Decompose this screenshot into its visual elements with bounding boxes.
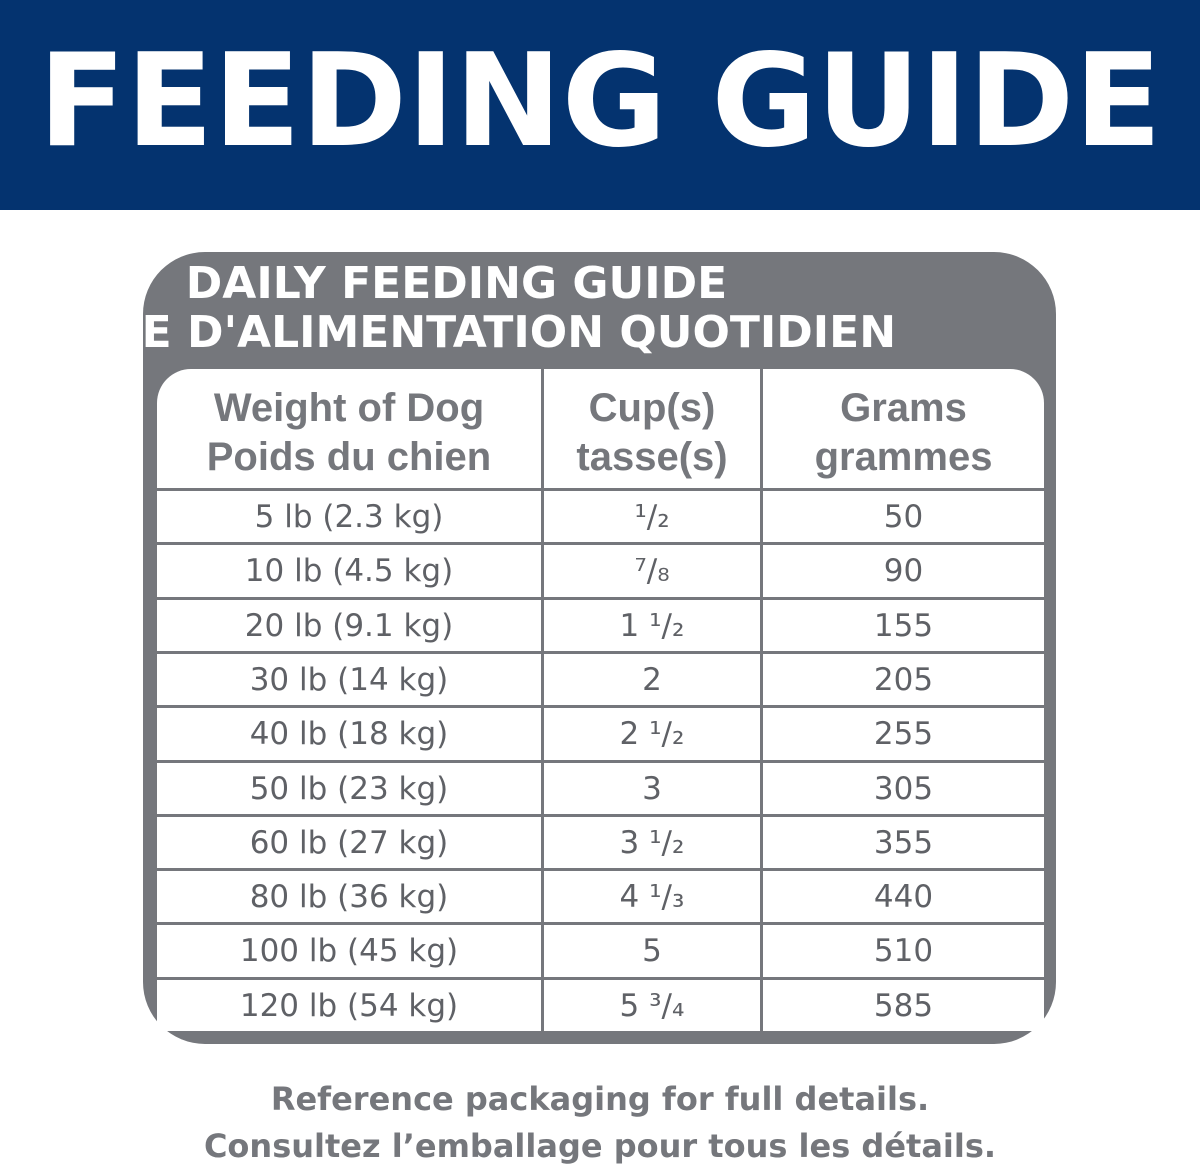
table-cell-grams: 440 — [873, 879, 934, 915]
table-cell-weight: 5 lb (2.3 kg) — [254, 499, 444, 535]
table-cell-cups: 5 ³/₄ — [619, 988, 685, 1024]
page-title: FEEDING GUIDE — [38, 27, 1162, 176]
table-cell-grams: 255 — [873, 716, 934, 752]
table-cell-cups: ¹/₂ — [634, 499, 670, 535]
table-cell-weight: 20 lb (9.1 kg) — [244, 608, 454, 644]
header-weight — [157, 384, 541, 482]
card-title-french: GUIDE D'ALIMENTATION QUOTIDIEN — [16, 307, 897, 358]
table-cell-grams: 305 — [873, 771, 934, 807]
header-cups-en: Cup(s) — [588, 386, 716, 430]
table-cell-cups: 2 ¹/₂ — [619, 716, 685, 752]
footer-note-french: Consultez l’emballage pour tous les détails. — [203, 1127, 997, 1165]
table-cell-weight: 100 lb (45 kg) — [239, 933, 459, 969]
table-cell-weight: 80 lb (36 kg) — [249, 879, 449, 915]
table-cell-grams: 205 — [873, 662, 934, 698]
table-cell-cups: 4 ¹/₃ — [619, 879, 685, 915]
table-cell-grams: 50 — [883, 499, 924, 535]
table-cell-weight: 60 lb (27 kg) — [249, 825, 449, 861]
table-cell-weight: 10 lb (4.5 kg) — [244, 553, 454, 589]
header-grams — [763, 384, 1044, 482]
header-grams-fr: grammes — [814, 435, 993, 479]
table-cell-weight: 50 lb (23 kg) — [249, 771, 449, 807]
table-cell-cups: 1 ¹/₂ — [619, 608, 685, 644]
table-cell-weight: 40 lb (18 kg) — [249, 716, 449, 752]
table-cell-cups: 5 — [642, 933, 662, 969]
table-cell-grams: 510 — [873, 933, 934, 969]
header-cups-fr: tasse(s) — [576, 435, 728, 479]
table-cell-grams: 90 — [883, 553, 924, 589]
header-cups — [544, 384, 760, 482]
header-grams-en: Grams — [840, 386, 967, 430]
table-cell-weight: 120 lb (54 kg) — [239, 988, 459, 1024]
table-cell-cups: 3 — [642, 771, 662, 807]
table-cell-cups: 3 ¹/₂ — [619, 825, 685, 861]
title-banner — [0, 0, 1200, 210]
table-cell-grams: 585 — [873, 988, 934, 1024]
header-weight-en: Weight of Dog — [213, 386, 485, 430]
table-cell-grams: 355 — [873, 825, 934, 861]
card-title-english: DAILY FEEDING GUIDE — [185, 258, 728, 309]
table-cell-grams: 155 — [873, 608, 934, 644]
table-cell-weight: 30 lb (14 kg) — [249, 662, 449, 698]
footer-note-english: Reference packaging for full details. — [270, 1080, 930, 1118]
table-cell-cups: 2 — [642, 662, 662, 698]
header-weight-fr: Poids du chien — [206, 435, 492, 479]
table-cell-cups: ⁷/₈ — [634, 553, 670, 589]
